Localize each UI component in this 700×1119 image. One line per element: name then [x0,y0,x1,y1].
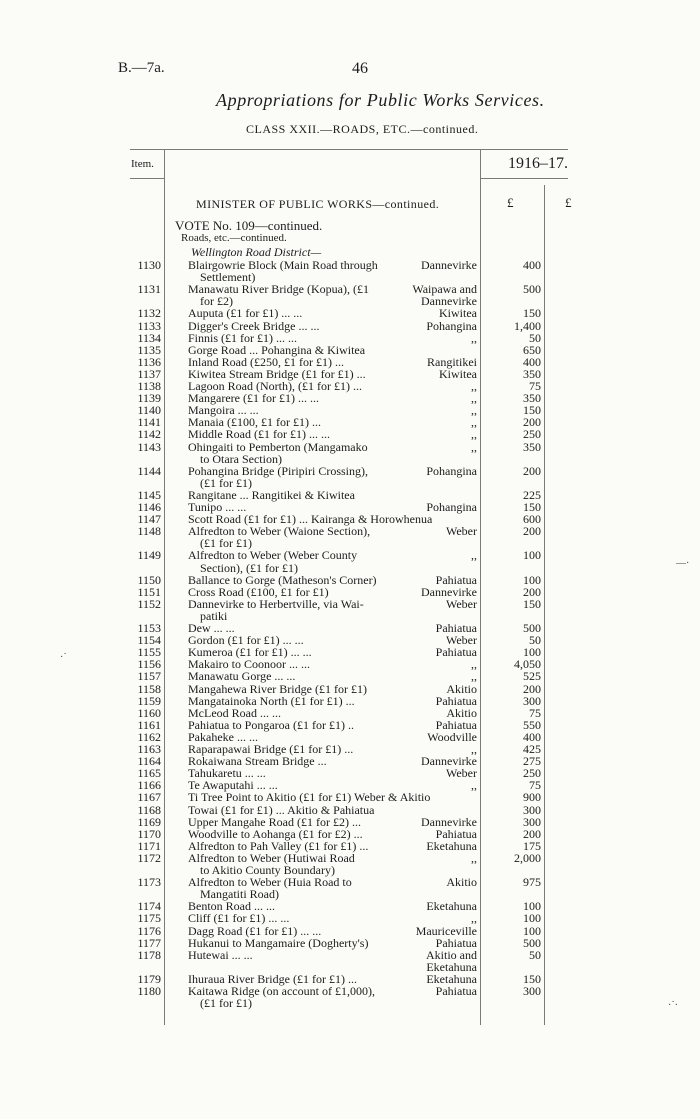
item-amount: 100 [523,548,541,563]
item-location: ,, [471,669,477,684]
ministry-heading: MINISTER OF PUBLIC WORKS—continued. [196,197,440,211]
item-amount: 1,400 [514,318,541,333]
item-number: 1177 [137,935,161,950]
item-amount: 2,000 [514,850,541,865]
item-amount: 150 [523,971,541,986]
item-number: 1135 [137,342,161,357]
item-location: Weber [445,766,477,781]
item-number: 1164 [137,754,161,769]
item-number: 1167 [137,790,161,805]
item-number: 1166 [137,778,161,793]
table-row [0,307,700,319]
item-description: Middle Road (£1 for £1) ... ... [188,427,330,442]
item-description: Dagg Road (£1 for £1) ... ... [188,923,322,938]
item-description: Cross Road (£100, £1 for £1) [188,584,329,599]
scan-mark-left: ·˙ [60,652,67,663]
item-amount: 100 [523,645,541,660]
item-description: Mangoira ... ... [188,403,259,418]
item-number: 1133 [137,318,161,333]
table-row [0,925,700,937]
item-amount: 900 [523,790,541,805]
item-number: 1146 [137,500,161,514]
item-location: Akitio [446,875,477,890]
table-row [0,610,700,622]
item-location: Eketahuna [426,899,477,914]
item-location: Mauriceville [415,923,477,938]
item-number: 1178 [137,947,161,962]
item-description: Pahiatua to Pongaroa (£1 for £1) .. [188,717,354,732]
table-row [0,344,700,356]
item-amount: 500 [523,621,541,635]
section-code: B.—7a. [118,60,165,76]
item-number: 1141 [137,415,161,430]
item-location: ,, [471,439,477,454]
item-description: for £2) [200,294,233,309]
currency-left-label: £ [507,195,514,210]
item-number: 1163 [137,742,161,756]
item-location: Pahiatua [435,693,477,708]
vote-heading: VOTE No. 109—continued. [175,218,323,233]
item-description: Ohingaiti to Pemberton (Mangamako [188,439,368,454]
item-description: Ihuraua River Bridge (£1 for £1) ... [188,971,357,986]
item-number: 1152 [137,596,161,611]
item-description: Gorge Road ... Pohangina & Kiwitea [188,342,366,357]
item-location: Pahiatua [435,572,477,587]
item-description: Kiwitea Stream Bridge (£1 for £1) ... [188,366,366,381]
item-description: Dew ... ... [188,621,235,635]
table-row [0,852,700,864]
item-description: Pakaheke ... ... [188,729,258,744]
item-number: 1148 [137,524,161,539]
item-description: Scott Road (£1 for £1) ... Kairanga & Horowhenua [188,512,433,527]
item-description: to Otara Section) [200,451,282,466]
item-number: 1150 [137,572,161,587]
item-amount: 150 [523,403,541,418]
item-location: Pahiatua [435,826,477,841]
item-amount: 175 [523,838,541,853]
item-description: Mangahewa River Bridge (£1 for £1) [188,681,367,696]
item-amount: 200 [523,826,541,841]
item-number: 1171 [137,838,161,853]
table-row [0,549,700,561]
item-amount: 250 [523,766,541,781]
item-description: Ballance to Gorge (Matheson's Corner) [188,572,377,587]
class-heading: CLASS XXII.—ROADS, ETC.—continued. [246,122,479,136]
item-description: Alfredton to Weber (Waione Section), [188,524,371,539]
item-description: Kumeroa (£1 for £1) ... ... [188,645,312,660]
item-number: 1147 [137,512,161,527]
year-bottom-rule [480,178,568,179]
item-number: 1162 [137,729,161,744]
table-row [0,380,700,392]
item-amount: 50 [529,633,541,648]
item-location: Dannevirke [421,584,477,599]
item-amount: 200 [523,463,541,478]
item-number: 1160 [137,705,161,720]
page-number: 46 [352,60,368,77]
item-number: 1138 [137,379,161,393]
table-row [0,670,700,682]
item-location: ,, [471,778,477,793]
table-row [0,477,700,489]
table-row [0,320,700,332]
table-row [0,392,700,404]
item-description: Blairgowrie Block (Main Road through [188,258,378,272]
year-column-header: 1916–17. [508,155,568,172]
item-amount: 300 [523,814,541,829]
item-location: Pahiatua [435,717,477,732]
table-row [0,683,700,695]
item-location: Dannevirke [421,754,477,769]
item-location: ,, [471,850,477,865]
item-location: Pohangina [426,318,477,333]
item-number: 1158 [137,681,161,696]
currency-right-label: £ [565,195,572,210]
item-location: Akitio [446,681,477,696]
item-description: Manaia (£100, £1 for £1) ... [188,415,321,430]
item-amount: 300 [523,693,541,708]
item-description: Alfredton to Pah Valley (£1 for £1) ... [188,838,369,853]
table-row [0,912,700,924]
item-description: (£1 for £1) [200,996,252,1011]
item-location: ,, [471,427,477,442]
item-description: Manawatu River Bridge (Kopua), (£1 [188,282,369,297]
table-row [0,767,700,779]
item-description: Section), (£1 for £1) [200,560,298,575]
item-location: Weber [445,524,477,539]
item-description: Benton Road ... ... [188,899,275,914]
item-location: Kiwitea [439,366,477,381]
table-row [0,598,700,610]
item-description: Mangatiti Road) [200,887,279,902]
table-row [0,900,700,912]
item-number: 1156 [137,657,161,672]
item-number: 1165 [137,766,161,781]
table-row [0,259,700,271]
item-column-header: Item. [131,158,154,170]
item-number: 1161 [137,717,161,732]
top-rule [130,149,568,150]
item-amount: 4,050 [514,657,541,672]
table-row [0,465,700,477]
item-location: Dannevirke [421,258,477,272]
roads-subheading: Roads, etc.—continued. [181,232,287,244]
item-number: 1130 [137,258,161,272]
item-location: Woodville [427,729,477,744]
scan-mark-right: —· [676,558,690,569]
table-row [0,441,700,453]
table-row [0,791,700,803]
item-description: Dannevirke to Herbertville, via Wai- [188,596,364,611]
item-description: Kaitawa Ridge (on account of £1,000), [188,984,375,998]
item-location: Rangitikei [427,354,477,369]
item-description: Alfredton to Weber (Hutiwai Road [188,850,355,865]
item-description: Te Awaputahi ... ... [188,778,278,793]
item-description: Mangatainoka North (£1 for £1) ... [188,693,355,708]
item-number: 1173 [137,875,161,890]
item-location: Eketahuna [426,959,477,974]
item-amount: 100 [523,899,541,914]
item-number: 1175 [137,911,161,926]
item-amount: 425 [523,742,541,756]
item-description: Mangarere (£1 for £1) ... ... [188,391,319,406]
item-number: 1159 [137,693,161,708]
item-description: Tunipo ... ... [188,500,247,514]
table-row [0,332,700,344]
item-description: Alfredton to Weber (Huia Road to [188,875,352,890]
item-location: ,, [471,379,477,393]
item-amount: 75 [529,778,541,793]
item-description: Ti Tree Point to Akitio (£1 for £1) Weber & Akitio [188,790,431,805]
table-row [0,937,700,949]
item-number: 1174 [137,899,161,914]
item-location: Dannevirke [421,814,477,829]
item-amount: 350 [523,391,541,406]
item-amount: 500 [523,282,541,297]
item-amount: 400 [523,354,541,369]
item-number: 1172 [137,850,161,865]
item-number: 1136 [137,354,161,369]
item-amount: 350 [523,439,541,454]
table-row [0,997,700,1009]
item-number: 1144 [137,463,161,478]
item-number: 1142 [137,427,161,442]
item-location: Pahiatua [435,935,477,950]
item-amount: 200 [523,524,541,539]
item-description: Lagoon Road (North), (£1 for £1) ... [188,379,362,393]
table-row [0,658,700,670]
item-amount: 650 [523,342,541,357]
item-description: Makairo to Coonoor ... ... [188,657,310,672]
table-row [0,888,700,900]
item-amount: 200 [523,681,541,696]
item-location: ,, [471,911,477,926]
item-amount: 300 [523,984,541,998]
table-row [0,949,700,961]
item-location: ,, [471,415,477,430]
item-location: ,, [471,403,477,418]
item-description: Pohangina Bridge (Piripiri Crossing), [188,463,368,478]
item-location: Waipawa and [412,282,477,297]
item-number: 1131 [137,282,161,297]
item-amount: 75 [529,705,541,720]
item-amount: 150 [523,596,541,611]
item-description: Manawatu Gorge ... ... [188,669,296,684]
item-location: Eketahuna [426,971,477,986]
table-row [0,816,700,828]
item-description: Digger's Creek Bridge ... ... [188,318,320,333]
district-subheading: Wellington Road District— [191,245,322,259]
table-row [0,961,700,973]
item-number: 1154 [137,633,161,648]
item-location: ,, [471,548,477,563]
table-row [0,356,700,368]
item-amount: 525 [523,669,541,684]
item-amount: 75 [529,379,541,393]
item-description: Rokaiwana Stream Bridge ... [188,754,327,769]
table-row [0,428,700,440]
item-location: Pahiatua [435,621,477,635]
item-amount: 50 [529,330,541,345]
item-description: McLeod Road ... ... [188,705,281,720]
item-amount: 100 [523,923,541,938]
item-number: 1134 [137,330,161,345]
item-amount: 150 [523,500,541,514]
table-row [0,634,700,646]
item-location: Pahiatua [435,645,477,660]
table-row [0,586,700,598]
table-row [0,719,700,731]
item-number: 1176 [137,923,161,938]
item-amount: 200 [523,415,541,430]
item-number: 1155 [137,645,161,660]
item-description: Woodville to Aohanga (£1 for £2) ... [188,826,363,841]
table-row [0,985,700,997]
table-row [0,622,700,634]
header-bottom-rule [130,178,165,179]
item-description: Inland Road (£250, £1 for £1) ... [188,354,344,369]
item-location: Pahiatua [435,984,477,998]
item-amount: 300 [523,802,541,817]
table-row [0,283,700,295]
item-amount: 400 [523,258,541,272]
table-row [0,840,700,852]
item-amount: 150 [523,306,541,321]
item-amount: 400 [523,729,541,744]
item-amount: 200 [523,584,541,599]
item-amount: 250 [523,427,541,442]
item-number: 1180 [137,984,161,998]
item-description: Auputa (£1 for £1) ... ... [188,306,303,321]
table-row [0,404,700,416]
table-row [0,453,700,465]
item-description: Hutewai ... ... [188,947,253,962]
item-location: ,, [471,391,477,406]
item-description: Settlement) [200,270,256,285]
item-amount: 50 [529,947,541,962]
item-location: Eketahuna [426,838,477,853]
table-row [0,574,700,586]
table-row [0,743,700,755]
item-location: Pohangina [426,463,477,478]
table-row [0,489,700,501]
item-description: Towai (£1 for £1) ... Akitio & Pahiatua [188,802,375,817]
item-description: (£1 for £1) [200,536,252,551]
table-row [0,416,700,428]
item-number: 1168 [137,802,161,817]
scan-mark-right-lower: ·˙· [668,1000,678,1011]
item-description: Raparapawai Bridge (£1 for £1) ... [188,742,354,756]
item-location: ,, [471,330,477,345]
table-row [0,755,700,767]
item-number: 1169 [137,814,161,829]
item-number: 1140 [137,403,161,418]
item-location: Weber [445,596,477,611]
item-number: 1179 [137,971,161,986]
item-description: Upper Mangahe Road (£1 for £2) ... [188,814,361,829]
table-row [0,707,700,719]
item-description: (£1 for £1) [200,475,252,490]
table-row [0,525,700,537]
table-row [0,804,700,816]
page-title: Appropriations for Public Works Services. [216,90,545,110]
item-location: Akitio [446,705,477,720]
item-number: 1143 [137,439,161,454]
item-description: Rangitane ... Rangitikei & Kiwitea [188,487,355,502]
item-amount: 100 [523,572,541,587]
item-number: 1149 [137,548,161,563]
item-description: patiki [200,608,228,623]
item-number: 1132 [137,306,161,321]
item-description: Tahukaretu ... ... [188,766,266,781]
item-description: Finnis (£1 for £1) ... ... [188,330,297,345]
item-amount: 600 [523,512,541,527]
item-description: Hukanui to Mangamaire (Dogherty's) [188,935,369,950]
item-amount: 225 [523,487,541,502]
item-description: Cliff (£1 for £1) ... ... [188,911,290,926]
table-row [0,876,700,888]
item-amount: 550 [523,717,541,732]
item-number: 1151 [137,584,161,599]
item-description: Alfredton to Weber (Weber County [188,548,358,563]
table-row [0,695,700,707]
item-number: 1139 [137,391,161,406]
item-location: Pohangina [426,500,477,514]
item-description: Gordon (£1 for £1) ... ... [188,633,304,648]
item-location: ,, [471,742,477,756]
table-row [0,562,700,574]
item-number: 1137 [137,366,161,381]
item-location: Akitio and [426,947,477,962]
table-row [0,646,700,658]
item-number: 1153 [137,621,161,635]
table-row [0,828,700,840]
item-number: 1170 [137,826,161,841]
item-location: Weber [445,633,477,648]
item-amount: 350 [523,366,541,381]
item-number: 1157 [137,669,161,684]
item-number: 1145 [137,487,161,502]
item-description: to Akitio County Boundary) [200,863,335,877]
item-location: ,, [471,657,477,672]
item-amount: 275 [523,754,541,769]
item-amount: 500 [523,935,541,950]
item-amount: 975 [523,875,541,890]
item-location: Kiwitea [439,306,477,321]
item-location: Dannevirke [421,294,477,309]
table-row [0,295,700,307]
item-amount: 100 [523,911,541,926]
